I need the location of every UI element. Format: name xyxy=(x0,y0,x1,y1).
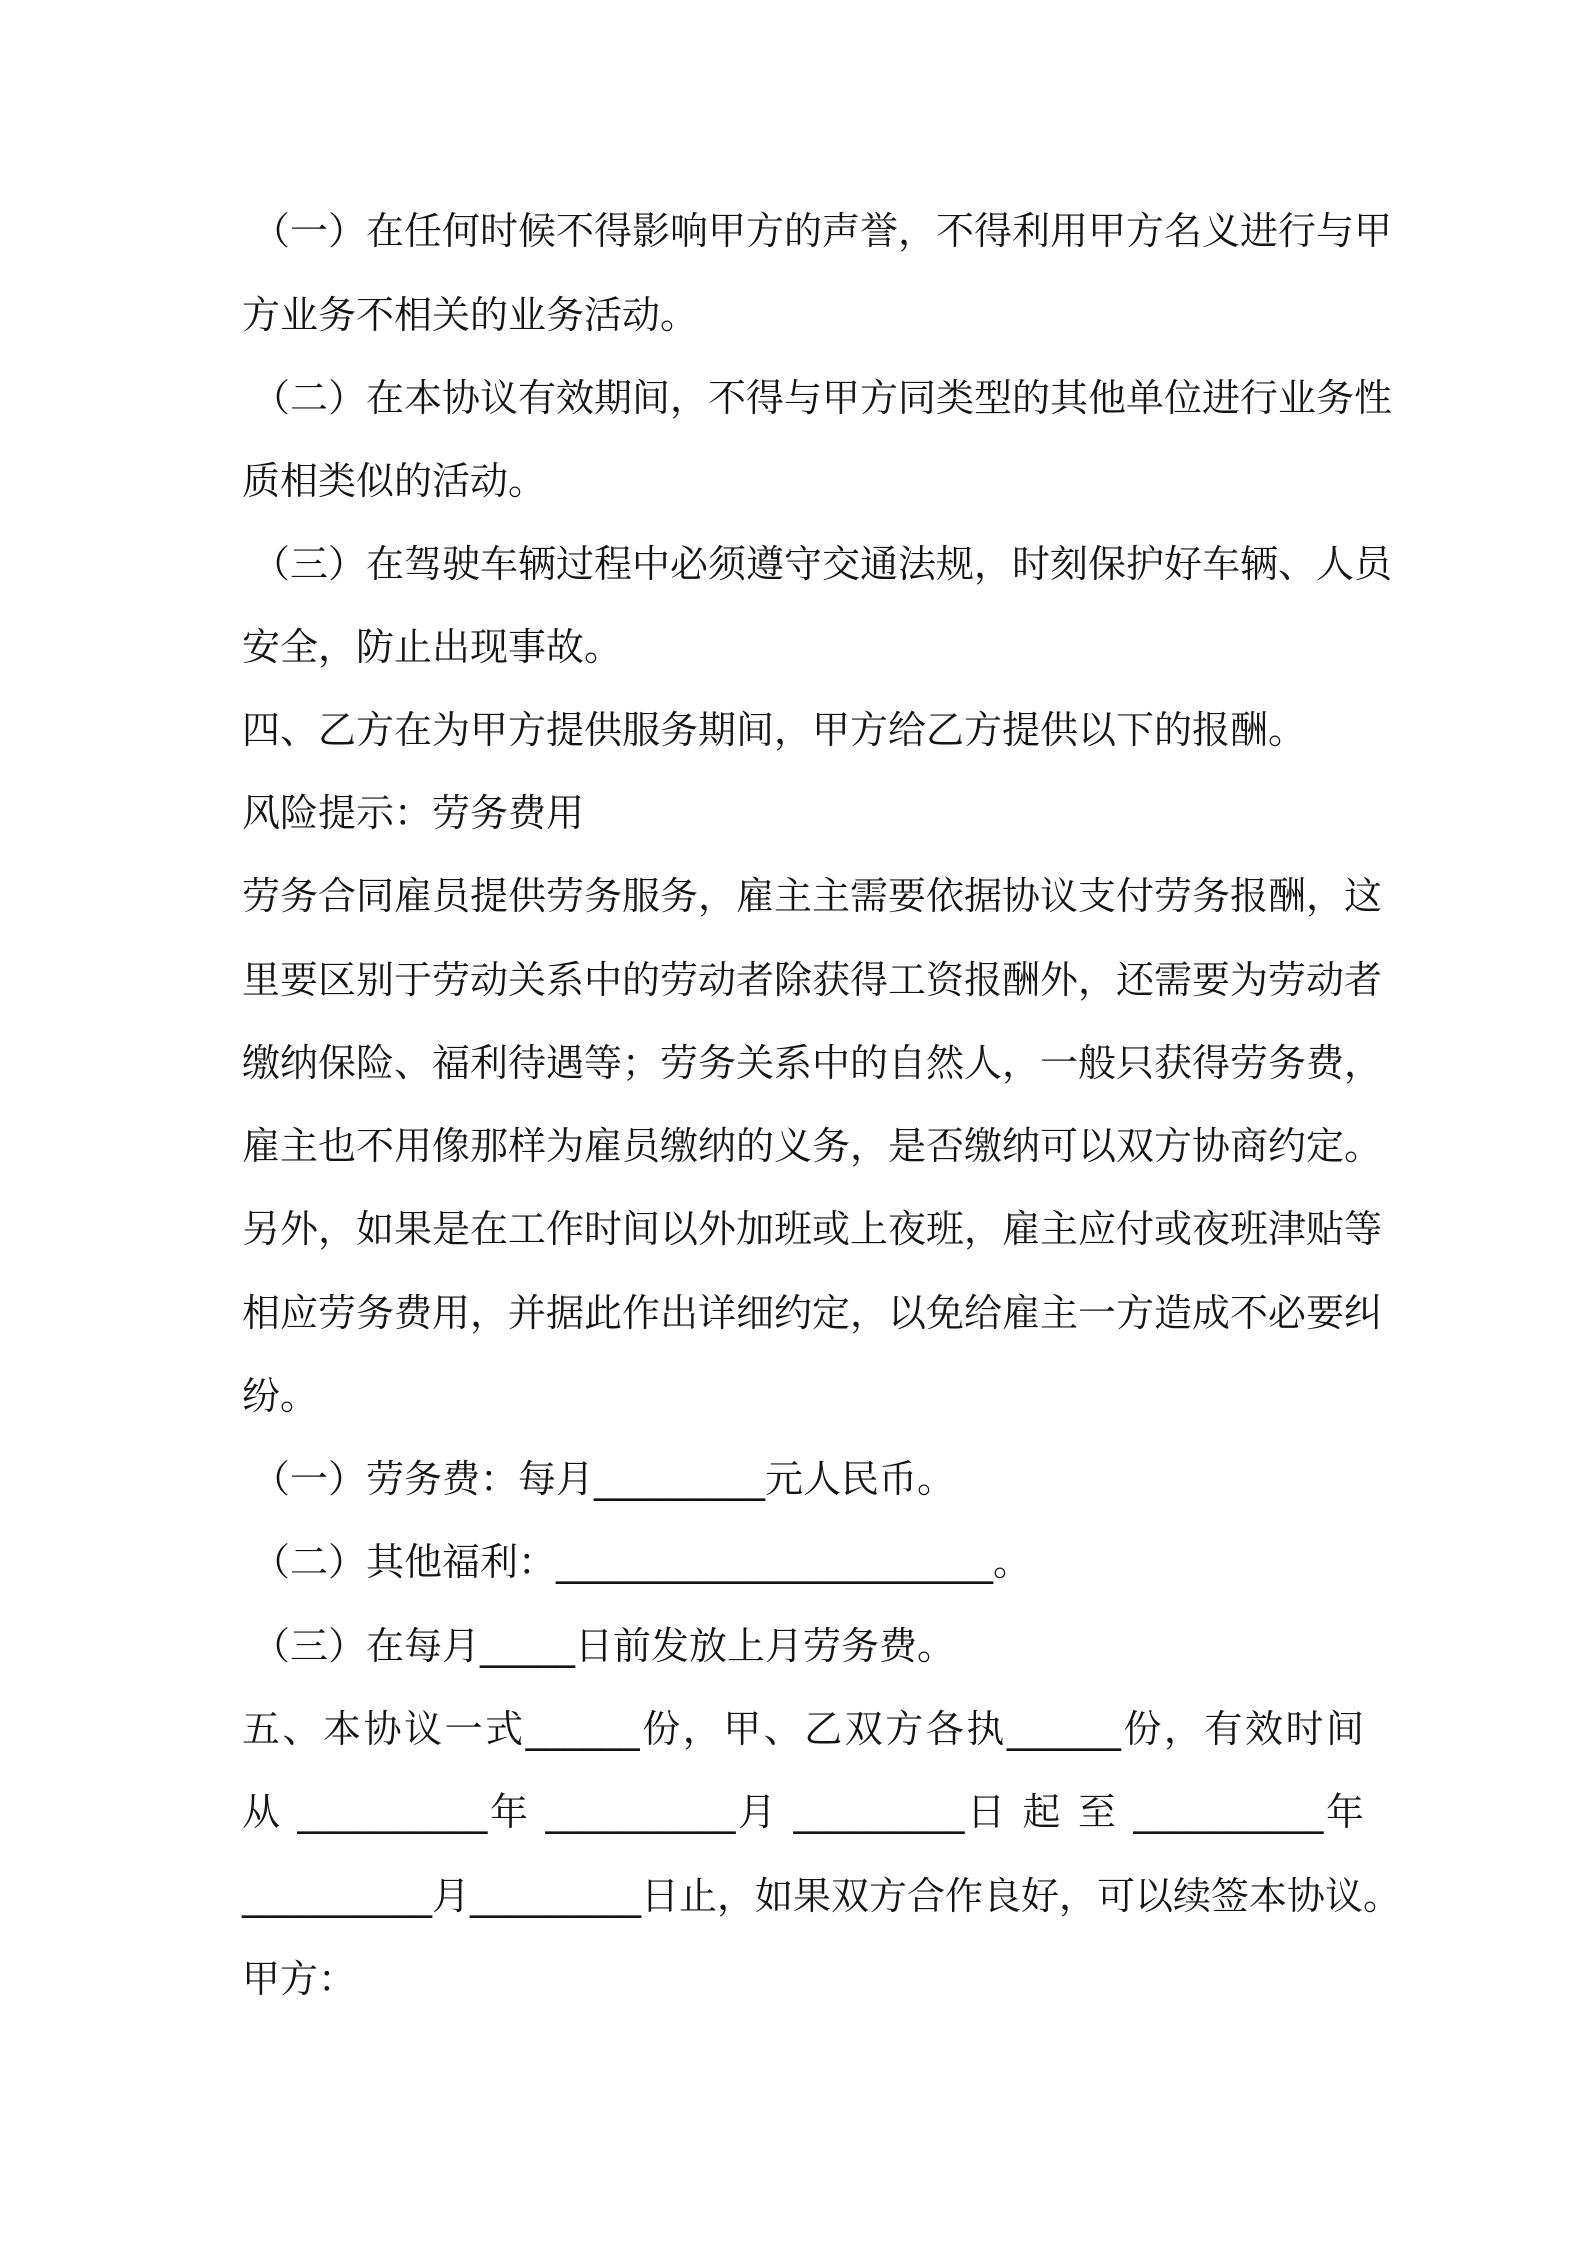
clause-3-line-2: 安全，防止出现事故。 xyxy=(242,625,623,669)
remuneration-item-1: （一）劳务费：每月_________元人民币。 xyxy=(252,1457,956,1501)
section-5-line-1: 五、本协议一式______份，甲、乙双方各执______份，有效时间 xyxy=(242,1707,1364,1751)
risk-tip-para-line-2: 里要区别于劳动关系中的劳动者除获得工资报酬外，还需要为劳动者 xyxy=(242,958,1383,1002)
risk-tip-para-line-5: 另外，如果是在工作时间以外加班或上夜班，雇主应付或夜班津贴等 xyxy=(242,1207,1383,1251)
risk-tip-para-line-6: 相应劳务费用，并据此作出详细约定，以免给雇主一方造成不必要纠 xyxy=(242,1291,1383,1335)
clause-1-line-1: （一）在任何时候不得影响甲方的声誉，不得利用甲方名义进行与甲 xyxy=(252,209,1393,253)
remuneration-item-2: （二）其他福利：_______________________。 xyxy=(252,1540,1032,1584)
section-4-heading: 四、乙方在为甲方提供服务期间，甲方给乙方提供以下的报酬。 xyxy=(242,708,1307,752)
risk-tip-para-line-7: 纷。 xyxy=(242,1374,319,1418)
clause-2-line-1: （二）在本协议有效期间，不得与甲方同类型的其他单位进行业务性 xyxy=(252,376,1393,420)
risk-tip-para-line-3: 缴纳保险、福利待遇等；劳务关系中的自然人，一般只获得劳务费， xyxy=(242,1041,1383,1085)
remuneration-item-3: （三）在每月_____日前发放上月劳务费。 xyxy=(252,1624,956,1668)
party-a-signature-label: 甲方： xyxy=(242,1957,357,2001)
clause-1-line-2: 方业务不相关的业务活动。 xyxy=(242,293,699,337)
clause-2-line-2: 质相类似的活动。 xyxy=(242,459,547,503)
section-5-line-2: 从 __________年 __________月 _________日 起 至 __________年 xyxy=(242,1790,1364,1834)
section-5-line-3: __________月_________日止，如果双方合作良好，可以续签本协议。 xyxy=(242,1874,1402,1918)
risk-tip-para-line-4: 雇主也不用像那样为雇员缴纳的义务，是否缴纳可以双方协商约定。 xyxy=(242,1124,1383,1168)
risk-tip-title: 风险提示：劳务费用 xyxy=(242,791,585,835)
clause-3-line-1: （三）在驾驶车辆过程中必须遵守交通法规，时刻保护好车辆、人员 xyxy=(252,542,1393,586)
risk-tip-para-line-1: 劳务合同雇员提供劳务服务，雇主主需要依据协议支付劳务报酬，这 xyxy=(242,874,1383,918)
